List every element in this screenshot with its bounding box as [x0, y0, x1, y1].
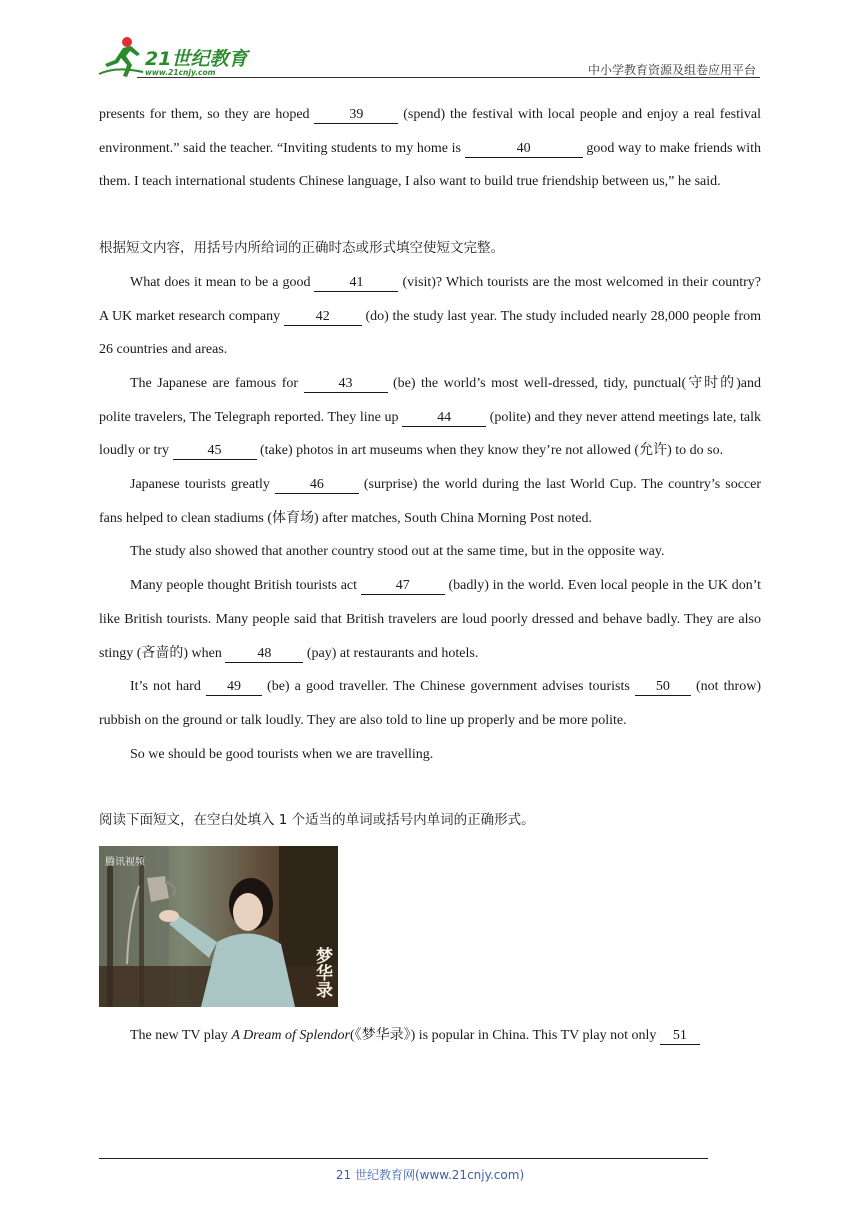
text-span: It’s not hard	[130, 679, 206, 695]
platform-name: 中小学教育资源及组卷应用平台	[587, 63, 756, 77]
footer-source[interactable]: 21 世纪教育网(www.21cnjy.com)	[335, 1168, 525, 1182]
logo-url: www.21cnjy.com	[145, 68, 216, 77]
text-span: good way to make friends with them. I teach international students Chinese language, I also want to build true friendship between us,” he said.	[99, 140, 761, 190]
text-span: (polite) and they never attend meetings late, talk loudly or try	[99, 409, 761, 459]
paragraph-49-50	[99, 670, 761, 737]
blank-49: 49	[206, 679, 262, 696]
video-watermark: 腾讯视频	[105, 857, 145, 869]
text-span: Many people thought British tourists act	[130, 578, 361, 594]
spacer	[99, 199, 761, 232]
photo-scene	[99, 846, 338, 1007]
blank-47: 47	[361, 578, 445, 595]
text-span: (do) the study last year. The study included nearly 28,000 people from 26 countries and areas.	[99, 308, 761, 358]
logo-text: 21世纪教育	[145, 48, 248, 70]
text-span: presents for them, so they are hoped	[99, 107, 315, 122]
text-span: (spend) the festival with local people and enjoy a real festival environment.” said the teacher. “Inviting students to my home is	[99, 107, 761, 156]
text-span: The Japanese are famous for	[130, 375, 304, 391]
text-span: The new TV play	[130, 1028, 232, 1044]
paragraph-conclusion: So we should be good tourists when we are travelling.	[130, 746, 434, 762]
blank-43: 43	[304, 376, 388, 393]
text-span: What does it mean to be a good	[130, 274, 315, 290]
blank-51: 51	[660, 1028, 700, 1045]
text-span: (《梦华录》) is popular in China. This TV play not only	[349, 1028, 660, 1044]
passage-39-40	[99, 98, 761, 199]
text-span: (be) the world’s most well-dressed, tidy, punctual(守时的)and polite travelers, The Telegraph reported. They line up	[99, 375, 761, 425]
paragraph-47-48	[99, 569, 761, 670]
blank-41: 41	[314, 275, 398, 292]
footer-divider	[99, 1158, 708, 1159]
text-span: (take) photos in art museums when they know they’re not allowed (允许) to do so.	[256, 443, 724, 459]
blank-39: 39	[314, 107, 398, 124]
section-instruction-2: 阅读下面短文，在空白处填入 1 个适当的单词或括号内单词的正确形式。	[99, 812, 535, 829]
paragraph-46	[99, 468, 761, 535]
blank-44: 44	[402, 410, 486, 427]
header-divider	[137, 77, 760, 78]
text-span: (not throw) rubbish on the ground or talk loudly. They are also told to line up properly and be more polite.	[99, 679, 761, 728]
text-span: (be) a good traveller. The Chinese government advises tourists	[261, 679, 635, 695]
blank-45: 45	[173, 443, 257, 460]
text-span: Japanese tourists greatly	[130, 477, 275, 493]
paragraph-51	[99, 1019, 761, 1053]
site-logo	[97, 34, 257, 78]
paragraph-43-45	[99, 367, 761, 468]
document-body	[99, 98, 761, 1053]
blank-46: 46	[275, 477, 359, 494]
paragraph-41-42	[99, 266, 761, 367]
section-instruction: 根据短文内容，用括号内所给词的正确时态或形式填空使短文完整。	[99, 240, 504, 257]
runner-icon	[97, 34, 145, 78]
page-header	[97, 30, 760, 80]
text-span: (visit)? Which tourists are the most welcomed in their country? A UK market research company	[99, 274, 761, 324]
blank-42: 42	[284, 309, 362, 326]
blank-50: 50	[635, 679, 691, 696]
spacer	[99, 771, 761, 804]
text-span: (pay) at restaurants and hotels.	[303, 645, 479, 661]
drama-title: A Dream of Splendor	[231, 1028, 350, 1044]
text-span: (surprise) the world during the last World Cup. The country’s soccer fans helped to clean stadiums (体育场) after matches, South China Morning Post noted.	[99, 477, 761, 526]
blank-40: 40	[465, 141, 583, 158]
paragraph-opposite: The study also showed that another country stood out at the same time, but in the opposite way.	[130, 544, 665, 560]
title-calligraphy: 梦华录	[312, 947, 332, 999]
tv-drama-photo	[99, 846, 338, 1007]
text-span: (badly) in the world. Even local people in the UK don’t like British tourists. Many people said that British travelers are loud poorly dressed and behave badly. They are also stingy (吝啬的) when	[99, 578, 762, 661]
blank-48: 48	[225, 646, 303, 663]
